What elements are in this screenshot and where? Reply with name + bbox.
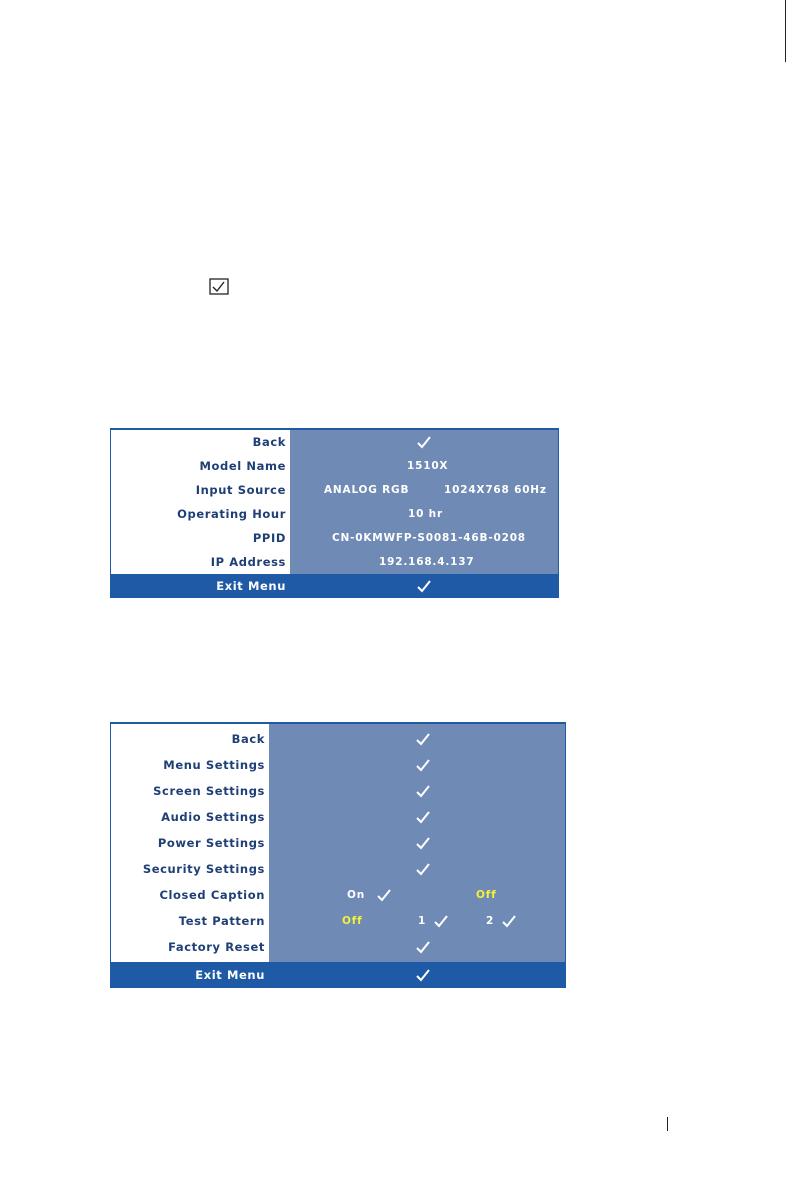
others-row-audio-settings[interactable] [111, 804, 565, 830]
others-row-value [416, 778, 430, 804]
closed-caption-off-option[interactable]: Off [476, 889, 497, 901]
info-row-ip-address [111, 550, 558, 574]
test-pattern-off-option[interactable]: Off [342, 915, 363, 927]
checkmark-icon [417, 580, 431, 593]
others-row-factory-reset[interactable] [111, 934, 565, 960]
others-row-value [416, 830, 430, 856]
checkmark-icon [417, 436, 431, 449]
exit-menu-value [416, 962, 430, 988]
option-label: 2 [486, 915, 495, 927]
others-exit-menu[interactable] [111, 962, 565, 988]
checkmark-icon [416, 785, 430, 798]
others-row-value [416, 934, 430, 960]
others-row-security-settings[interactable] [111, 856, 565, 882]
info-row-input-source [111, 478, 558, 502]
info-exit-menu[interactable] [111, 574, 558, 598]
info-row-label: Back [252, 435, 286, 449]
checkmark-icon [416, 969, 430, 982]
others-row-label: Power Settings [157, 836, 265, 850]
checkmark-icon [377, 889, 391, 902]
info-row-value: 10 hr [408, 508, 443, 520]
others-row-value [416, 726, 430, 752]
others-row-label: Screen Settings [153, 784, 265, 798]
others-row-test-pattern [111, 908, 565, 934]
exit-menu-label: Exit Menu [195, 968, 265, 982]
info-row-label: IP Address [210, 555, 286, 569]
others-row-value [416, 804, 430, 830]
others-row-power-settings[interactable] [111, 830, 565, 856]
exit-menu-value [417, 574, 431, 598]
option-label: 1 [418, 915, 427, 927]
others-menu-panel [110, 722, 566, 988]
others-row-back[interactable] [111, 726, 565, 752]
others-row-menu-settings[interactable] [111, 752, 565, 778]
checkmark-icon [416, 759, 430, 772]
info-row-value [417, 430, 431, 454]
checkmark-icon [434, 915, 448, 928]
info-row-value: 1510X [407, 460, 449, 472]
checkmark-icon [416, 863, 430, 876]
others-row-closed-caption [111, 882, 565, 908]
checkmark-icon [502, 915, 516, 928]
checkmark-icon [416, 811, 430, 824]
others-row-screen-settings[interactable] [111, 778, 565, 804]
test-pattern-2-option[interactable] [486, 908, 516, 934]
others-row-label: Factory Reset [168, 940, 265, 954]
info-row-label: Model Name [199, 459, 286, 473]
others-row-value [416, 856, 430, 882]
exit-menu-label: Exit Menu [216, 579, 286, 593]
checkbox-check-icon [209, 278, 229, 295]
info-row-label: PPID [252, 531, 286, 545]
checkmark-icon [416, 837, 430, 850]
others-row-label: Test Pattern [178, 914, 265, 928]
info-row-value: CN-0KMWFP-S0081-46B-0208 [332, 532, 526, 544]
others-row-label: Security Settings [142, 862, 265, 876]
others-row-label: Menu Settings [163, 758, 265, 772]
info-row-operating-hour [111, 502, 558, 526]
others-row-label: Audio Settings [161, 810, 265, 824]
option-label: On [347, 889, 366, 901]
info-menu-panel [110, 428, 559, 598]
info-row-label: Input Source [195, 483, 286, 497]
info-row-model-name [111, 454, 558, 478]
page-edge-line [785, 0, 786, 62]
others-row-value [416, 752, 430, 778]
info-row-value-resolution: 1024X768 60Hz [444, 484, 547, 496]
footer-divider [667, 1117, 668, 1131]
others-row-label: Back [231, 732, 265, 746]
checkmark-icon [416, 941, 430, 954]
info-row-ppid [111, 526, 558, 550]
closed-caption-on-option[interactable] [347, 882, 391, 908]
test-pattern-1-option[interactable] [418, 908, 448, 934]
checkmark-icon [416, 733, 430, 746]
info-row-value: 192.168.4.137 [379, 556, 475, 568]
info-row-value: ANALOG RGB [324, 484, 410, 496]
info-row-label: Operating Hour [177, 507, 286, 521]
others-row-label: Closed Caption [159, 888, 265, 902]
info-row-back[interactable] [111, 430, 558, 454]
